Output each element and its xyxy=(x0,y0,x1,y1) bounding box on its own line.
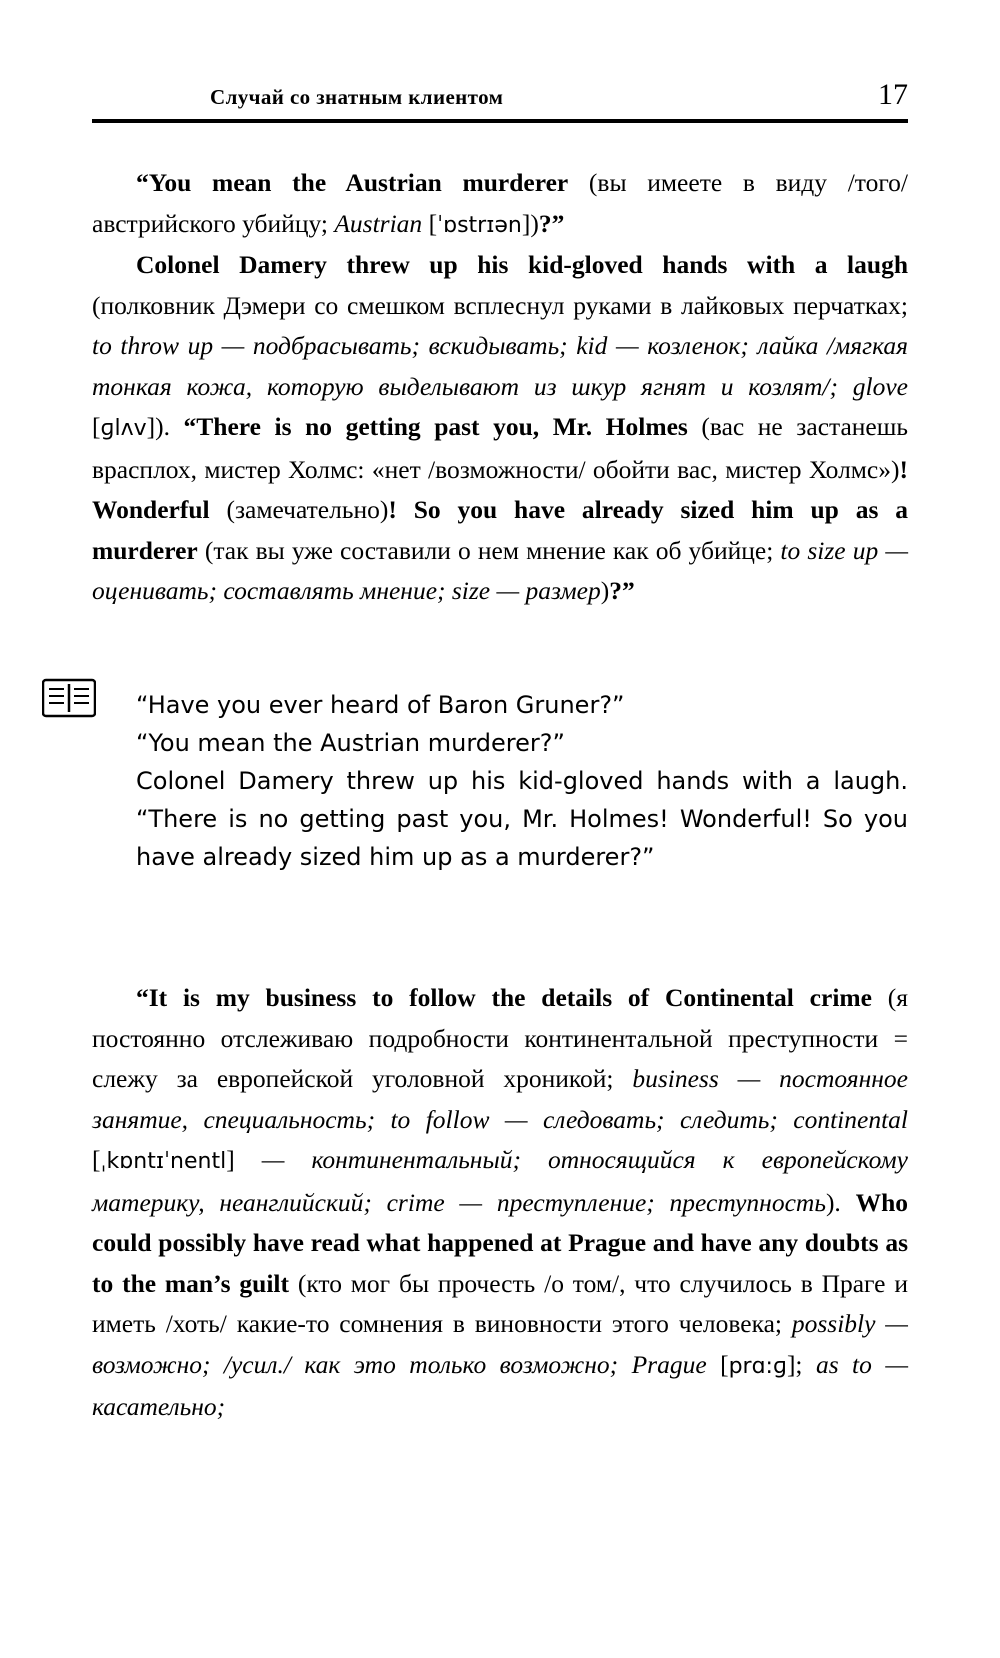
open-book-icon xyxy=(42,676,96,720)
page-header xyxy=(92,78,908,112)
paragraph-continental-crime: “It is my business to follow the details of Continental crime (я постоянно отслеживаю подробности континентальной преступности = слежу за европейской уголовной хроникой; business — постоянное занятие, специальность; to follow — следовать; следить; continental [ˌkɒntɪˈnentl] — континентальный; относящийся к европейскому материку, неанглийский; crime — преступление; преступность). Who could possibly have read what happened at Prague and have any doubts as to the man’s guilt (кто мог бы прочесть /о том/, что случилось в Праге и иметь /хоть/ какие-то сомнения в виновности этого человека; possibly — возможно; /усил./ как это только возможно; Prague [prɑ:ɡ]; as to — касательно; xyxy=(92,983,909,1421)
english-line-1: “Have you ever heard of Baron Gruner?” xyxy=(136,691,625,719)
paragraph-colonel-damery: Colonel Damery threw up his kid-gloved hands with a laugh (полковник Дэмери со смешком всплеснул руками в лайковых перчатках; to throw up — подбрасывать; вскидывать; kid — козленок; лайка /мягкая тонкая кожа, которую выделывают из шкур ягнят и козлят/; glove [ɡlʌv]). “There is no getting past you, Mr. Holmes (вас не застанешь врасплох, мистер Холмс: «нет /возможности/ обойти вас, мистер Холмс»)! Wonderful (замечательно)! So you have already sized him up as a murderer (так вы уже составили о нем мнение как об убийце; to size up — оценивать; составлять мнение; size — размер)?” xyxy=(92,250,909,605)
header-divider xyxy=(92,119,908,123)
english-paragraph: Colonel Damery threw up his kid-gloved hands with a laugh. “There is no getting past you, Mr. Holmes! Wonderful! So you have already sized him up as a murderer?” xyxy=(136,767,908,871)
paragraph-austrian-murderer: “You mean the Austrian murderer (вы имеете в виду /того/ австрийского убийцу; Austrian [ˈɒstrɪən])?” xyxy=(92,168,908,238)
english-line-2: “You mean the Austrian murderer?” xyxy=(136,729,565,757)
running-title: Случай со знатным клиентом xyxy=(210,85,504,109)
page-number: 17 xyxy=(878,78,908,111)
